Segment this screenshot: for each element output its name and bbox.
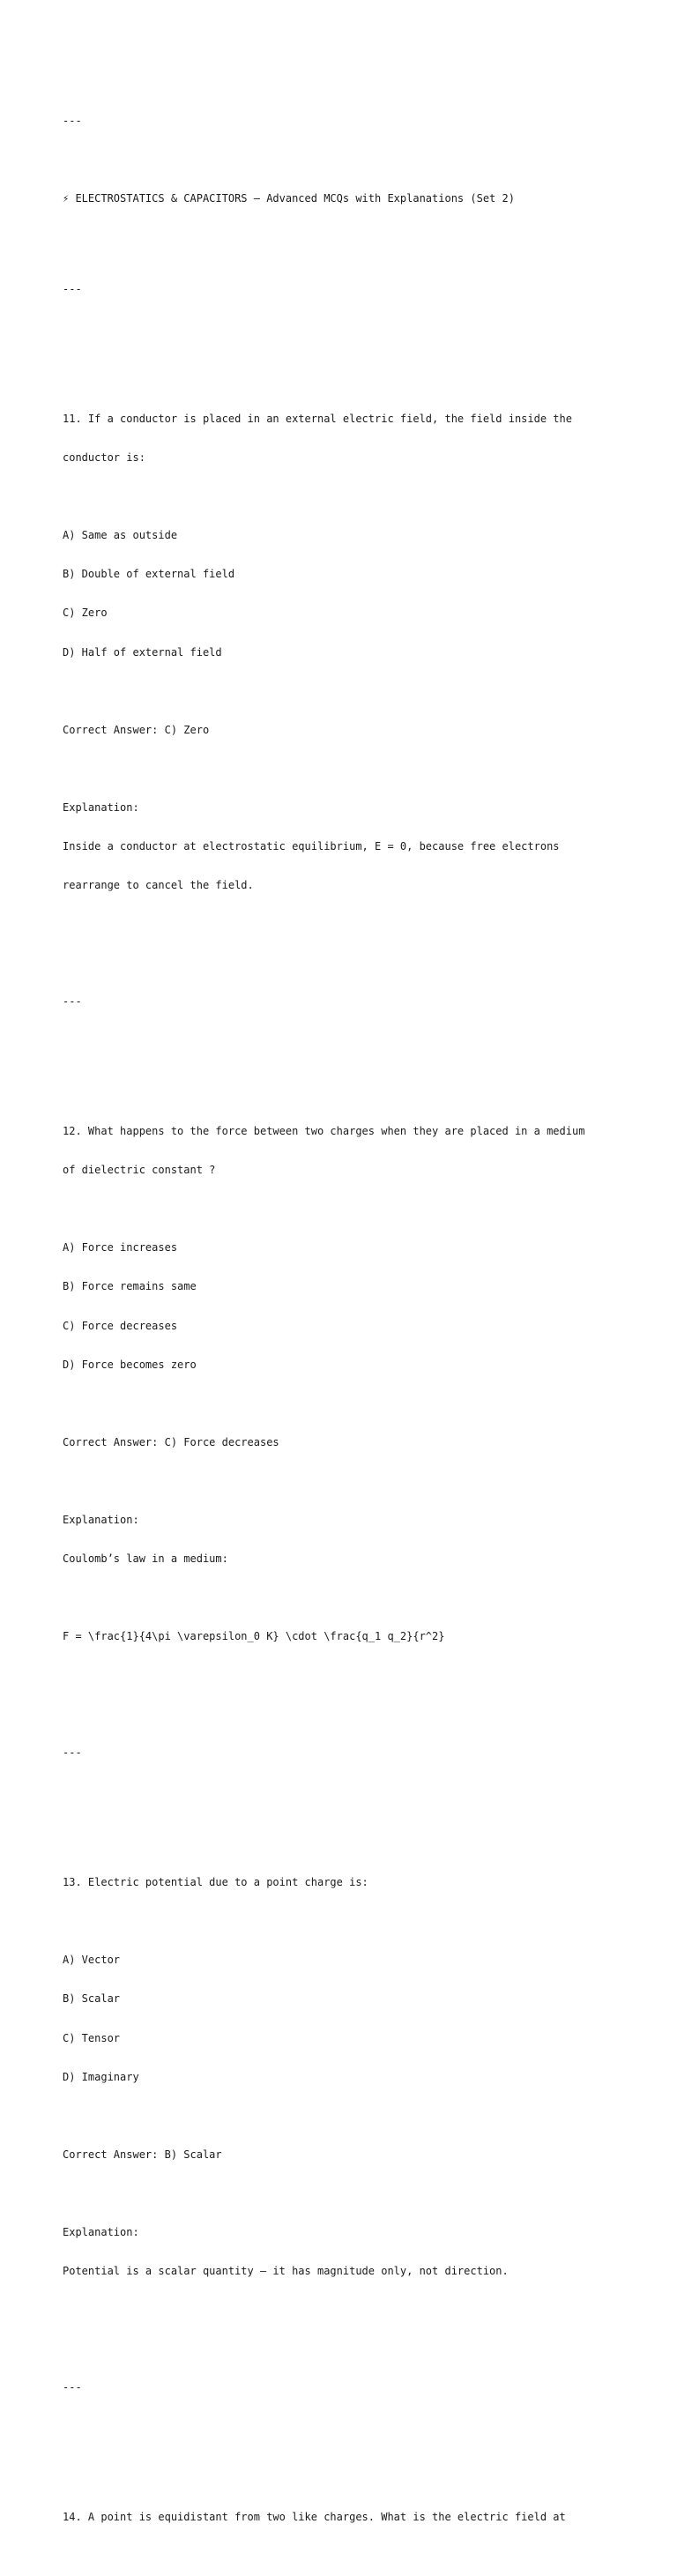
- explanation-text: Inside a conductor at electrostatic equilibrium, E = 0, because free electrons: [63, 839, 560, 852]
- explanation-text: Potential is a scalar quantity — it has magnitude only, not direction.: [63, 2264, 509, 2277]
- option-c: C) Force decreases: [63, 1319, 178, 1332]
- document-page: [63, 76, 627, 2576]
- separator: ---: [63, 115, 82, 128]
- option-c: C) Tensor: [63, 2031, 121, 2044]
- option-d: D) Imaginary: [63, 2070, 139, 2083]
- separator: ---: [63, 995, 82, 1009]
- document-title: ⚡ ELECTROSTATICS & CAPACITORS – Advanced MCQs with Explanations (Set 2): [63, 192, 515, 205]
- question-block: [63, 1099, 627, 1670]
- option-a: A) Same as outside: [63, 529, 178, 542]
- explanation-label: Explanation:: [63, 800, 139, 814]
- question-text: 14. A point is equidistant from two like charges. What is the electric field at: [63, 2511, 566, 2524]
- separator: ---: [63, 1746, 82, 1760]
- correct-answer: Correct Answer: C) Force decreases: [63, 1435, 279, 1448]
- option-d: D) Half of external field: [63, 645, 222, 659]
- separator: ---: [63, 2381, 82, 2394]
- question-text: 12. What happens to the force between two charges when they are placed in a medium: [63, 1125, 585, 1138]
- correct-answer: Correct Answer: C) Zero: [63, 723, 210, 736]
- explanation-label: Explanation:: [63, 1513, 139, 1526]
- correct-answer: Correct Answer: B) Scalar: [63, 2148, 222, 2161]
- question-block: [63, 2485, 627, 2550]
- question-text: 11. If a conductor is placed in an external electric field, the field inside the: [63, 412, 572, 425]
- option-d: D) Force becomes zero: [63, 1358, 197, 1371]
- separator: ---: [63, 283, 82, 296]
- question-text: 13. Electric potential due to a point charge is:: [63, 1876, 368, 1889]
- explanation-text: rearrange to cancel the field.: [63, 878, 254, 891]
- option-c: C) Zero: [63, 607, 108, 620]
- option-b: B) Force remains same: [63, 1280, 197, 1293]
- explanation-label: Explanation:: [63, 2225, 139, 2238]
- option-b: B) Double of external field: [63, 568, 235, 581]
- explanation-text: Coulomb’s law in a medium:: [63, 1552, 228, 1565]
- formula: F = \frac{1}{4\pi \varepsilon_0 K} \cdot \frac{q_1 q_2}{r^2}: [63, 1630, 445, 1643]
- question-text: of dielectric constant ?: [63, 1164, 216, 1177]
- option-a: A) Force increases: [63, 1241, 178, 1254]
- option-a: A) Vector: [63, 1954, 121, 1967]
- question-text: conductor is:: [63, 451, 145, 465]
- question-block: [63, 387, 627, 919]
- question-block: [63, 1850, 627, 2304]
- option-b: B) Scalar: [63, 1992, 121, 2006]
